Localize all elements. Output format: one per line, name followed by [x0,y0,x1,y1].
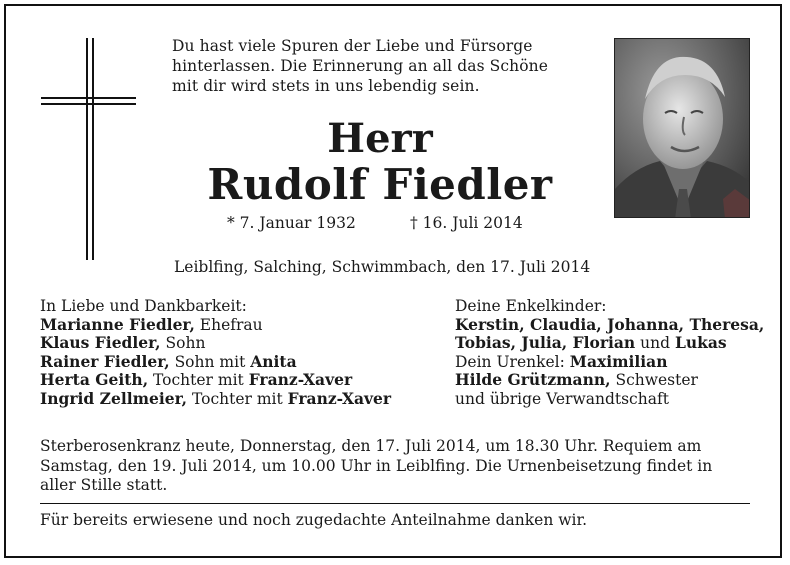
thanks-line: Für bereits erwiesene und noch zugedachte Anteilnahme danken wir. [40,511,588,529]
deceased-name: Rudolf Fiedler [207,160,553,209]
birth-date: * 7. Januar 1932 [227,214,356,232]
poem-line: hinterlassen. Die Erinnerung an all das Schöne [172,57,549,75]
service-line: Sterberosenkranz heute, Donnerstag, den 17. Juli 2014, um 18.30 Uhr. Requiem am [40,437,702,455]
grandchildren-intro: Deine Enkelkinder: [455,297,607,315]
portrait-photo [614,38,750,218]
portrait-photo-icon [615,39,750,218]
death-date: † 16. Juli 2014 [410,214,523,232]
poem-line: mit dir wird stets in uns lebendig sein. [172,77,480,95]
grandchildren-names: Kerstin, Claudia, Johanna, Theresa, [455,314,765,334]
cross-icon-stroke [92,38,94,260]
other-relatives: und übrige Verwandtschaft [455,389,669,408]
service-line: Samstag, den 19. Juli 2014, um 10.00 Uhr in Leiblfing. Die Urnenbeisetzung findet in [40,456,713,475]
mourner-row: Marianne Fiedler, Ehefrau [40,314,263,334]
cross-icon-bar [41,97,136,99]
salutation: Herr [327,115,433,162]
grandchildren-names-2: Tobias, Julia, Florian und Lukas [455,333,727,353]
mourner-row: Rainer Fiedler, Sohn mit Anita [40,351,297,371]
mourner-row: Klaus Fiedler, Sohn [40,333,206,353]
poem-line: Du hast viele Spuren der Liebe und Fürsorge [172,37,533,55]
great-grandchild: Dein Urenkel: Maximilian [455,351,668,371]
memorial-poem [172,36,548,96]
service-line: aller Stille statt. [40,476,168,494]
cross-icon [86,38,88,260]
mourner-row: Herta Geith, Tochter mit Franz-Xaver [40,370,353,390]
sister: Hilde Grützmann, Schwester [455,370,698,390]
mourners-right [455,297,764,409]
divider [40,503,750,504]
mourners-left [40,297,391,409]
mourners-intro: In Liebe und Dankbarkeit: [40,297,247,315]
service-info [40,437,750,496]
mourner-row: Ingrid Zellmeier, Tochter mit Franz-Xaver [40,388,392,408]
cross-icon-bar-2 [41,103,136,105]
place-date-line: Leiblfing, Salching, Schwimmbach, den 17. Juli 2014 [174,258,591,276]
